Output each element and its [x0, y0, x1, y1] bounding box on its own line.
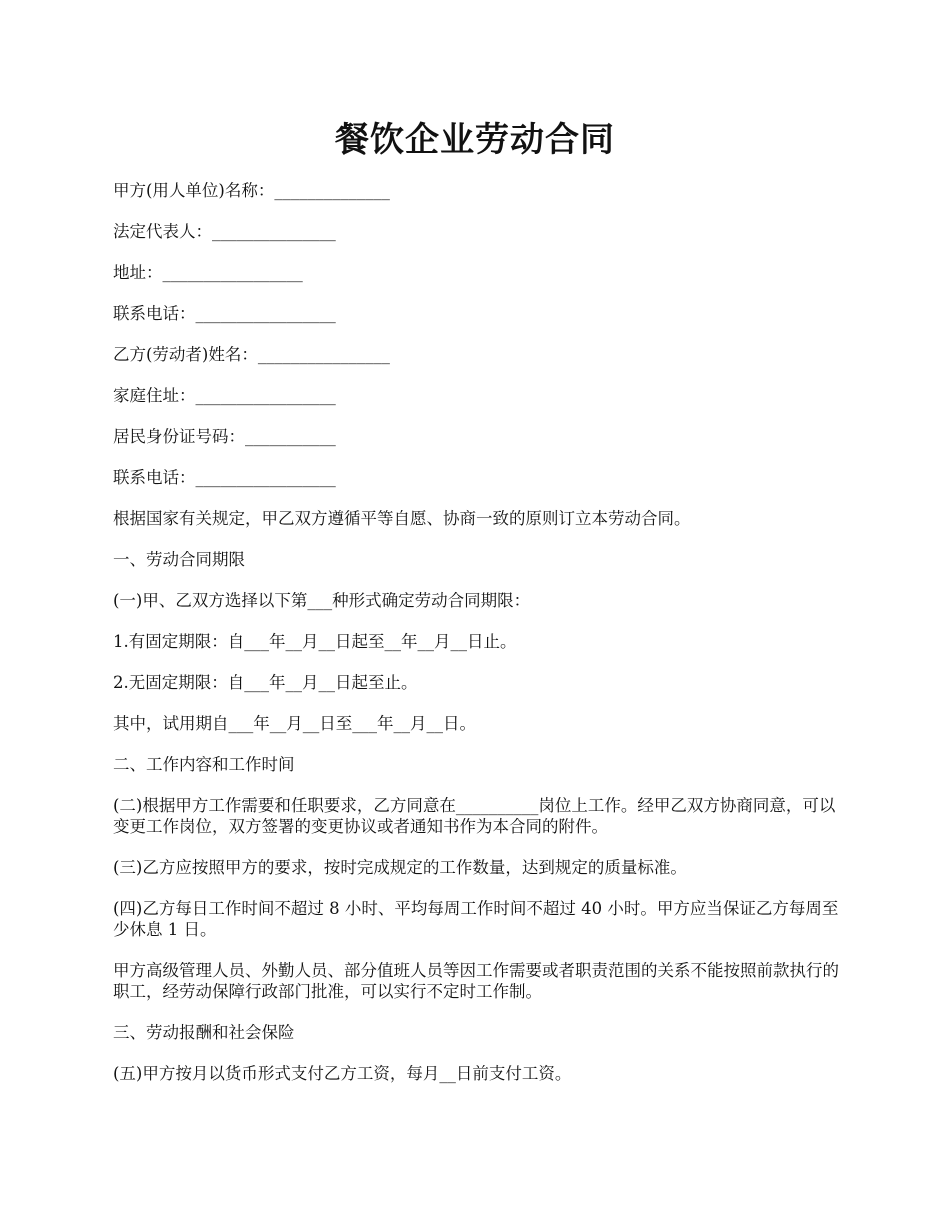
preamble: 根据国家有关规定，甲乙双方遵循平等自愿、协商一致的原则订立本劳动合同。 — [113, 509, 691, 528]
clause-5: (五)甲方按月以货币形式支付乙方工资，每月__日前支付工资。 — [113, 1064, 572, 1083]
probation-item: 其中，试用期自___年__月__日至___年__月__日。 — [113, 714, 476, 733]
legal-representative: 法定代表人：_______________ — [113, 222, 336, 241]
party-a-name: 甲方(用人单位)名称：______________ — [113, 181, 390, 200]
open-term-item: 2.无固定期限：自___年__月__日起至止。 — [113, 673, 418, 692]
party-b-name: 乙方(劳动者)姓名：________________ — [113, 345, 390, 364]
party-b-id-number: 居民身份证号码：___________ — [113, 427, 336, 446]
clause-1: (一)甲、乙双方选择以下第___种形式确定劳动合同期限： — [113, 591, 531, 610]
clause-2: (二)根据甲方工作需要和任职要求，乙方同意在__________岗位上工作。经甲乙双方协商同意，可以变更工作岗位，双方签署的变更协议或者通知书作为本合同的附件。 — [113, 796, 836, 836]
party-a-phone: 联系电话：_________________ — [113, 304, 336, 323]
party-b-home-address: 家庭住址：_________________ — [113, 386, 336, 405]
section-heading-term: 一、劳动合同期限 — [113, 550, 245, 569]
party-b-phone: 联系电话：_________________ — [113, 468, 336, 487]
document-body — [113, 180, 843, 1104]
clause-3: (三)乙方应按照甲方的要求，按时完成规定的工作数量，达到规定的质量标准。 — [113, 858, 687, 877]
party-a-address: 地址：_________________ — [113, 263, 303, 282]
clause-4: (四)乙方每日工作时间不超过 8 小时、平均每周工作时间不超过 40 小时。甲方应当保证乙方每周至少休息 1 日。 — [113, 899, 839, 939]
section-heading-work: 二、工作内容和工作时间 — [113, 755, 295, 774]
fixed-term-item: 1.有固定期限：自___年__月__日起至__年__月__日止。 — [113, 632, 517, 651]
clause-4-supplement: 甲方高级管理人员、外勤人员、部分值班人员等因工作需要或者职责范围的关系不能按照前款执行的职工，经劳动保障行政部门批准，可以实行不定时工作制。 — [113, 961, 839, 1001]
document-title: 餐饮企业劳动合同 — [335, 120, 615, 160]
section-heading-pay: 三、劳动报酬和社会保险 — [113, 1023, 295, 1042]
